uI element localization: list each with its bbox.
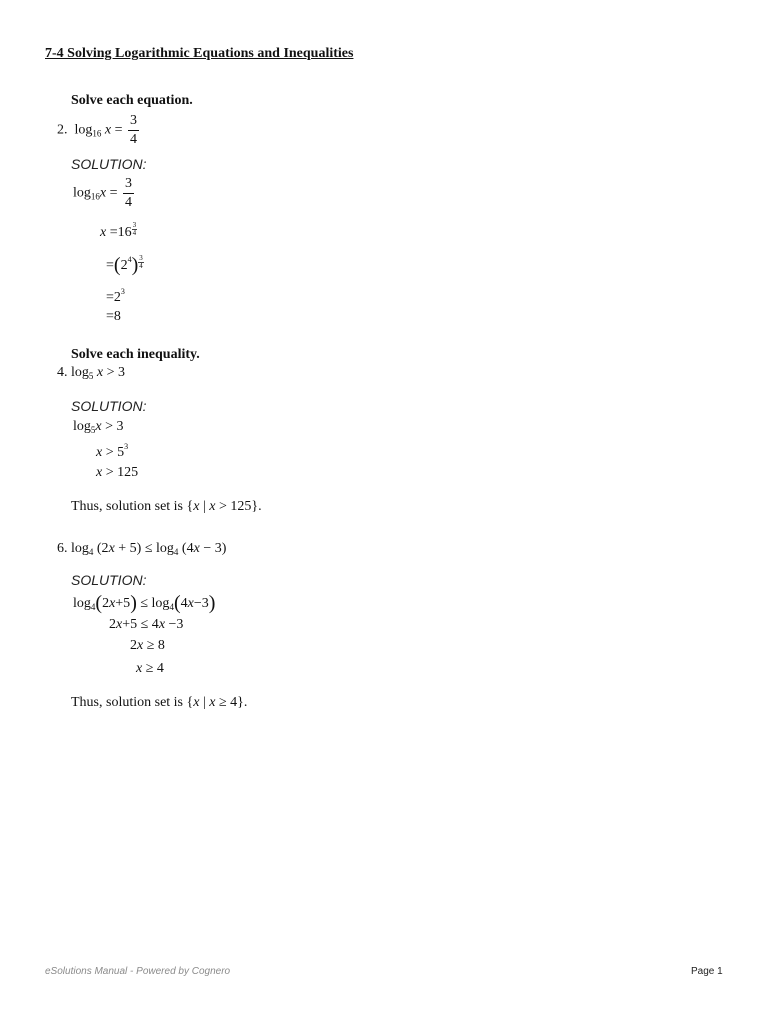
variable: x [99,185,107,201]
value: 8 [113,309,121,324]
relation: > 5 [102,445,125,460]
log-base: 16 [90,191,100,202]
problem-6 [57,541,226,557]
variable: x [100,225,107,240]
problem-number: 6. [57,541,68,556]
variable: x [158,617,166,632]
argument-rest: + 5) ≤ [114,541,157,556]
variable: x [95,419,102,434]
exponent: 3 [120,287,125,296]
solution-label: SOLUTION: [71,398,147,414]
term: −3 [165,617,184,632]
variable: x [96,445,103,460]
relation: ≤ [136,596,152,611]
log-text: log [156,541,174,556]
log-text: log [71,365,89,380]
variable: x [209,499,216,514]
base-number: 2 [113,290,121,305]
right-paren: ) [130,592,137,614]
variable: x [109,596,116,611]
exponent-denominator: 4 [139,262,143,270]
inequality-rest: ≥ 4 [142,661,164,676]
term: −3 [193,596,209,611]
solution-step-2 [100,222,137,241]
right-paren: ) [208,592,216,614]
variable: x [96,465,103,480]
conclusion-6 [71,695,247,711]
variable: x [136,661,143,676]
log-base: 4 [173,547,179,557]
solution-label: SOLUTION: [71,572,147,588]
solution-step-1 [73,592,215,615]
solution-step-4 [136,661,164,677]
solution-step-3 [130,638,165,654]
argument-rest: − 3) [199,541,227,556]
fraction [123,177,134,210]
coefficient: 2 [109,617,116,632]
problem-2 [57,114,139,147]
solution-step-3 [96,465,138,481]
log-base: 5 [88,371,94,381]
log-text: log [73,185,91,201]
variable: x [193,695,200,710]
fraction-denominator: 4 [125,195,133,210]
coefficient: 2 [130,638,137,653]
footer-credit: eSolutions Manual - Powered by Cognero [45,966,231,977]
base-number: 16 [117,225,132,240]
inequality-rest: > 125 [102,465,139,480]
solution-step-4 [106,287,125,306]
coefficient: 4 [180,596,188,611]
log-base: 16 [92,128,102,139]
fraction [128,114,139,147]
conclusion-suffix: > 125}. [215,499,262,514]
conclusion-prefix: Thus, solution set is { [71,695,194,710]
page-title: 7-4 Solving Logarithmic Equations and Inequalities [45,46,354,61]
fraction-numerator: 3 [128,114,139,131]
conclusion-prefix: Thus, solution set is { [71,499,194,514]
left-paren: ( [95,592,103,614]
problem-4 [57,365,125,381]
log-text: log [73,596,91,611]
problem-number: 2. [57,122,68,138]
term: +5 ≤ 4 [122,617,159,632]
variable: x [104,122,112,138]
variable: x [187,596,194,611]
variable: x [137,638,144,653]
right-paren: ) [131,254,139,276]
variable: x [209,695,216,710]
conclusion-4 [71,499,262,515]
left-paren: ( [113,254,121,276]
fraction-denominator: 4 [130,132,138,147]
solution-step-2 [109,617,183,633]
relation: = [106,309,114,324]
term: +5 [115,596,131,611]
solution-step-1 [73,419,124,435]
variable: x [108,541,115,556]
inner-exponent: 4 [127,255,132,264]
variable: x [116,617,123,632]
base-number: 2 [120,258,128,273]
inequality-rest: > 3 [103,365,126,380]
relation: = [109,225,118,240]
page-number: Page 1 [691,966,723,977]
log-text: log [71,541,89,556]
log-text: log [73,419,91,434]
relation: = [109,185,118,201]
log-base: 4 [90,602,96,612]
solution-step-2 [96,442,128,461]
log-text: log [151,596,170,611]
variable: x [193,499,200,514]
exponent-fraction [132,222,138,237]
variable: x [96,365,104,380]
inequality-rest: ≥ 8 [143,638,165,653]
relation: = [106,290,114,305]
argument-start: (2 [93,541,109,556]
exponent-denominator: 4 [132,229,137,237]
exponent-numerator: 3 [139,254,143,262]
section-heading-inequality: Solve each inequality. [71,347,200,362]
conclusion-suffix: ≥ 4}. [215,695,248,710]
log-base: 5 [90,425,96,435]
exponent: 3 [124,442,129,451]
log-base: 4 [88,547,94,557]
inequality-rest: > 3 [101,419,124,434]
solution-step-1 [73,177,134,210]
fraction-numerator: 3 [123,177,134,194]
log-base: 4 [169,602,174,612]
solution-step-3 [106,254,144,277]
log-text: log [74,122,93,138]
relation: = [106,258,114,273]
problem-number: 4. [57,365,68,380]
variable: x [193,541,200,556]
solution-step-5 [106,309,121,325]
argument-start: (4 [178,541,194,556]
coefficient: 2 [102,596,110,611]
left-paren: ( [173,592,181,614]
separator: | [199,499,210,514]
exponent-numerator: 3 [132,221,137,229]
solution-label: SOLUTION: [71,156,147,172]
separator: | [199,695,210,710]
section-heading-equation: Solve each equation. [71,93,193,108]
exponent-fraction [138,255,144,270]
relation: = [114,122,123,138]
